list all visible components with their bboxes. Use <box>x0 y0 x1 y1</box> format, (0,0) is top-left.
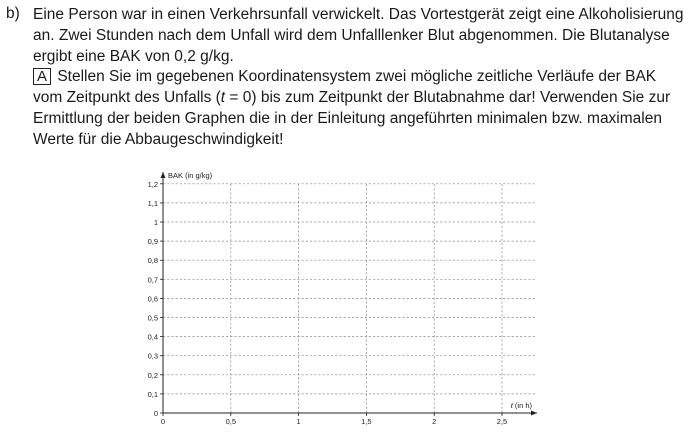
y-tick-label: 0,3 <box>147 351 158 361</box>
y-tick-label: 1,2 <box>147 179 158 189</box>
instruction-text-1: Stellen Sie im gegebenen Koordinatensystem zwei mögliche zeitliche Verläufe der BAK <box>57 68 657 86</box>
y-tick-label: 0,2 <box>147 370 158 380</box>
x-tick-label: 0 <box>160 417 166 426</box>
x-tick-label: 1,5 <box>361 417 372 426</box>
x-axis-label-unit: (in h) <box>512 401 532 410</box>
part-label: b) <box>6 5 20 22</box>
y-tick-label: 0,7 <box>147 275 158 285</box>
x-axis-label-var: t <box>510 401 513 410</box>
y-tick-label: 0,9 <box>147 237 158 247</box>
intro-line-2: an. Zwei Stunden nach dem Unfall wird dem Unfalllenker Blut abgenommen. Die Blutanalyse <box>33 26 670 44</box>
y-axis-label: BAK (in g/kg) <box>168 171 213 180</box>
y-tick-label: 1 <box>153 218 158 227</box>
y-tick-label: 0,1 <box>147 389 158 399</box>
instruction-text-2b: = 0) bis zum Zeitpunkt der Blutabnahme dar! Verwenden Sie zur <box>225 89 671 107</box>
intro-line-1: Eine Person war in einen Verkehrsunfall verwickelt. Das Vortestgerät zeigt eine Alkoholisierung <box>33 6 684 23</box>
x-tick-label: 1 <box>296 417 301 426</box>
instruction-text-2a: vom Zeitpunkt des Unfalls ( <box>33 89 221 107</box>
y-tick-label: 1,1 <box>147 198 158 208</box>
y-tick-label: 0,4 <box>147 332 158 342</box>
competence-marker-a: A <box>33 68 51 85</box>
instruction-line-4: Werte für die Abbaugeschwindigkeit! <box>33 130 284 148</box>
x-tick-label: 0,5 <box>225 417 237 426</box>
y-axis-arrow <box>161 172 166 178</box>
instruction-line-3: Ermittlung der beiden Graphen die in der Einleitung angeführten minimalen bzw. maximalen <box>33 109 662 127</box>
y-tick-label: 0,6 <box>147 294 158 304</box>
x-axis-arrow <box>531 411 537 416</box>
intro-line-3: ergibt eine BAK von 0,2 g/kg. <box>33 47 234 65</box>
y-tick-label: 0 <box>153 409 158 418</box>
x-tick-label: 2 <box>432 417 437 426</box>
y-tick-label: 0,8 <box>147 256 158 266</box>
instruction-var-t: t <box>220 89 226 107</box>
y-tick-label: 0,5 <box>147 313 158 323</box>
x-axis-label <box>511 401 533 410</box>
x-tick-label: 2,5 <box>496 417 508 426</box>
